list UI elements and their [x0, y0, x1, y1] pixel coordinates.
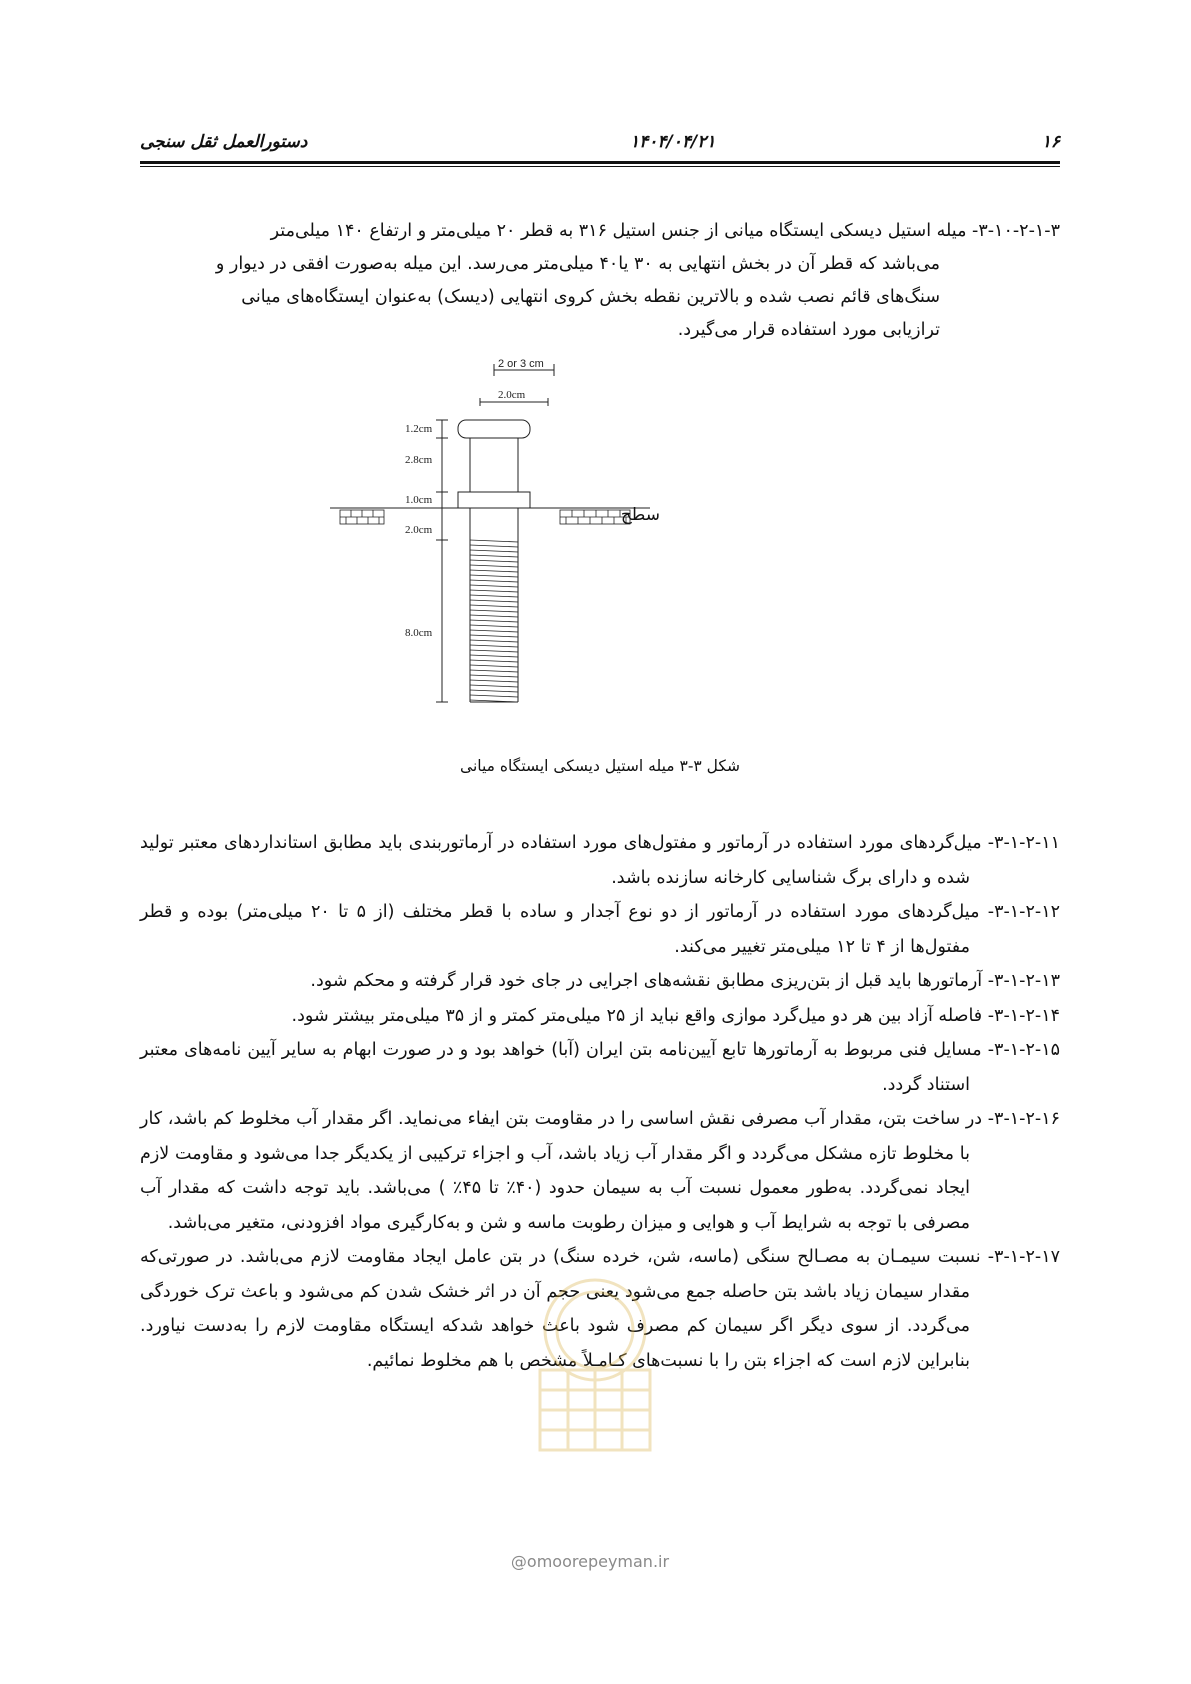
- intro-line-3: سنگ‌های قائم نصب شده و بالاترین نقطه بخش کروی انتهایی (دیسک) به‌عنوان ایستگاه‌های میانی: [241, 287, 940, 307]
- thread-line: [470, 675, 518, 677]
- header-rule-thick: [140, 161, 1060, 164]
- list-item: ۳-۱-۲-۱۱- میل‌گردهای مورد استفاده در آرماتور و مفتول‌های مورد استفاده در آرماتوربندی باید مطابق استانداردهای معتبر تولید شده و دارای برگ شناسایی کارخانه سازنده باشد.: [140, 833, 1060, 888]
- header-date: ۱۴۰۴/۰۴/۲۱: [630, 132, 716, 152]
- thread-line: [470, 605, 518, 607]
- thread-line: [470, 560, 518, 562]
- thread-line: [470, 625, 518, 627]
- thread-line: [470, 635, 518, 637]
- list-item: ۳-۱-۲-۱۳- آرماتورها باید قبل از بتن‌ریزی مطابق نقشه‌های اجرایی در جای خود قرار گرفته و محکم شود.: [310, 971, 1060, 991]
- thread-line: [470, 680, 518, 682]
- thread-line: [470, 660, 518, 662]
- thread-line: [470, 595, 518, 597]
- thread-line: [470, 585, 518, 587]
- thread-line: [470, 540, 518, 542]
- thread-line: [470, 655, 518, 657]
- thread-line: [470, 670, 518, 672]
- list-item: ۳-۱-۲-۱۷- نسبت سیمـان به مصـالح سنگی (ماسه، شن، خرده سنگ) در بتن عامل ایجاد مقاومت لازم می‌باشد. در صورتی‌که مقدار سیمان زیاد باشد بتن حاصله جمع می‌شود یعنی حجم آن در اثر خشک شدن کم می‌شود و باعث ترک خوردگی می‌گردد. از سوی دیگر اگر سیمان کم مصرف شود باعث خواهد شدکه ایستگاه مقاومت لازم را به‌دست نیاورد. بنابراین لازم است که اجزاء بتن را با نسبت‌های کـامـلاً مشخص با هم مخلوط نمائیم.: [140, 1247, 1060, 1371]
- surface-label: سطح: [620, 505, 660, 525]
- thread-line: [470, 580, 518, 582]
- rod-diagram: [330, 350, 770, 750]
- thread-line: [470, 620, 518, 622]
- watermark-seal: [510, 1260, 680, 1470]
- thread-line: [470, 690, 518, 692]
- thread-line: [470, 555, 518, 557]
- list-item: ۳-۱-۲-۱۶- در ساخت بتن، مقدار آب مصرفی نقش اساسی را در مقاومت بتن ایفاء می‌نماید. اگر مقدار آب مخلوط کم باشد، کار با مخلوط تازه مشکل می‌گردد و اگر مقدار آب زیاد باشد، آب و اجزاء ترکیبی از یکدیگر جدا می‌شود و مقاومت لازم ایجاد نمی‌گردد. به‌طور معمول نسبت آب به سیمان حدود (۴۰٪ تا ۴۵٪ ) می‌باشد. باید توجه داشت که مقدار آب مصرفی با توجه به شرایط آب و هوایی و میزان رطوبت ماسه و شن و به‌کارگیری مواد افزودنی، متغیر می‌باشد.: [140, 1109, 1060, 1233]
- thread-line: [470, 645, 518, 647]
- thread-line: [470, 545, 518, 547]
- label-dim-4: 2.0cm: [405, 524, 433, 536]
- label-disk-width: 2.0cm: [498, 389, 526, 401]
- intro-paragraph: [140, 215, 1060, 347]
- list-item: ۳-۱-۲-۱۲- میل‌گردهای مورد استفاده در آرماتور از دو نوع آجدار و ساده با قطر مختلف (از ۵ تا ۲۰ میلی‌متر) بوده و قطر مفتول‌ها از ۴ تا ۱۲ میلی‌متر تغییر می‌کند.: [140, 902, 1061, 957]
- thread-line: [470, 615, 518, 617]
- thread-line: [470, 590, 518, 592]
- rod-threads: [470, 540, 518, 702]
- thread-line: [470, 695, 518, 697]
- list-item: ۳-۱-۲-۱۵- مسایل فنی مربوط به آرماتورها تابع آیین‌نامه بتن ایران (آبا) خواهد بود و در صورت ابهام به سایر آیین نامه‌های معتبر استناد گردد.: [140, 1040, 1060, 1095]
- figure-caption: شکل ۳-۳ میله استیل دیسکی ایستگاه میانی: [460, 757, 740, 775]
- label-top-dimension: 2 or 3 cm: [498, 358, 544, 370]
- thread-line: [470, 565, 518, 567]
- thread-line: [470, 550, 518, 552]
- label-dim-3: 1.0cm: [405, 494, 433, 506]
- page-number: ۱۶: [1041, 132, 1060, 152]
- header-rule-thin: [140, 166, 1060, 167]
- label-dim-2: 2.8cm: [405, 454, 433, 466]
- ground-hatch-left: [340, 510, 384, 524]
- label-dim-5: 8.0cm: [405, 627, 433, 639]
- label-dim-1: 1.2cm: [405, 423, 433, 435]
- intro-line-4: ترازیابی مورد استفاده قرار می‌گیرد.: [677, 320, 940, 340]
- thread-line: [470, 650, 518, 652]
- thread-line: [470, 610, 518, 612]
- document-title: دستورالعمل ثقل سنجی: [140, 132, 308, 152]
- thread-line: [470, 570, 518, 572]
- footer-watermark-text: @omoorepeyman.ir: [510, 1552, 670, 1571]
- list-item: ۳-۱-۲-۱۴- فاصله آزاد بین هر دو میل‌گرد موازی واقع نباید از ۲۵ میلی‌متر کمتر و از ۳۵ میلی‌متر بیشتر شود.: [291, 1005, 1060, 1026]
- thread-line: [470, 600, 518, 602]
- thread-line: [470, 640, 518, 642]
- thread-line: [470, 665, 518, 667]
- thread-line: [470, 685, 518, 687]
- page-header: [140, 128, 1060, 162]
- intro-line-1: ۳-۱۰-۲-۱-۳- میله استیل دیسکی ایستگاه میانی از جنس استیل ۳۱۶ به قطر ۲۰ میلی‌متر و ارتفاع ۱۴۰ میلی‌متر: [270, 221, 1060, 241]
- thread-line: [470, 630, 518, 632]
- thread-line: [470, 575, 518, 577]
- ground-hatch-right: [560, 510, 630, 524]
- intro-line-2: می‌باشد که قطر آن در بخش انتهایی به ۳۰ یا۴۰ میلی‌متر می‌رسد. این میله به‌صورت افقی در دیوار و: [215, 254, 940, 274]
